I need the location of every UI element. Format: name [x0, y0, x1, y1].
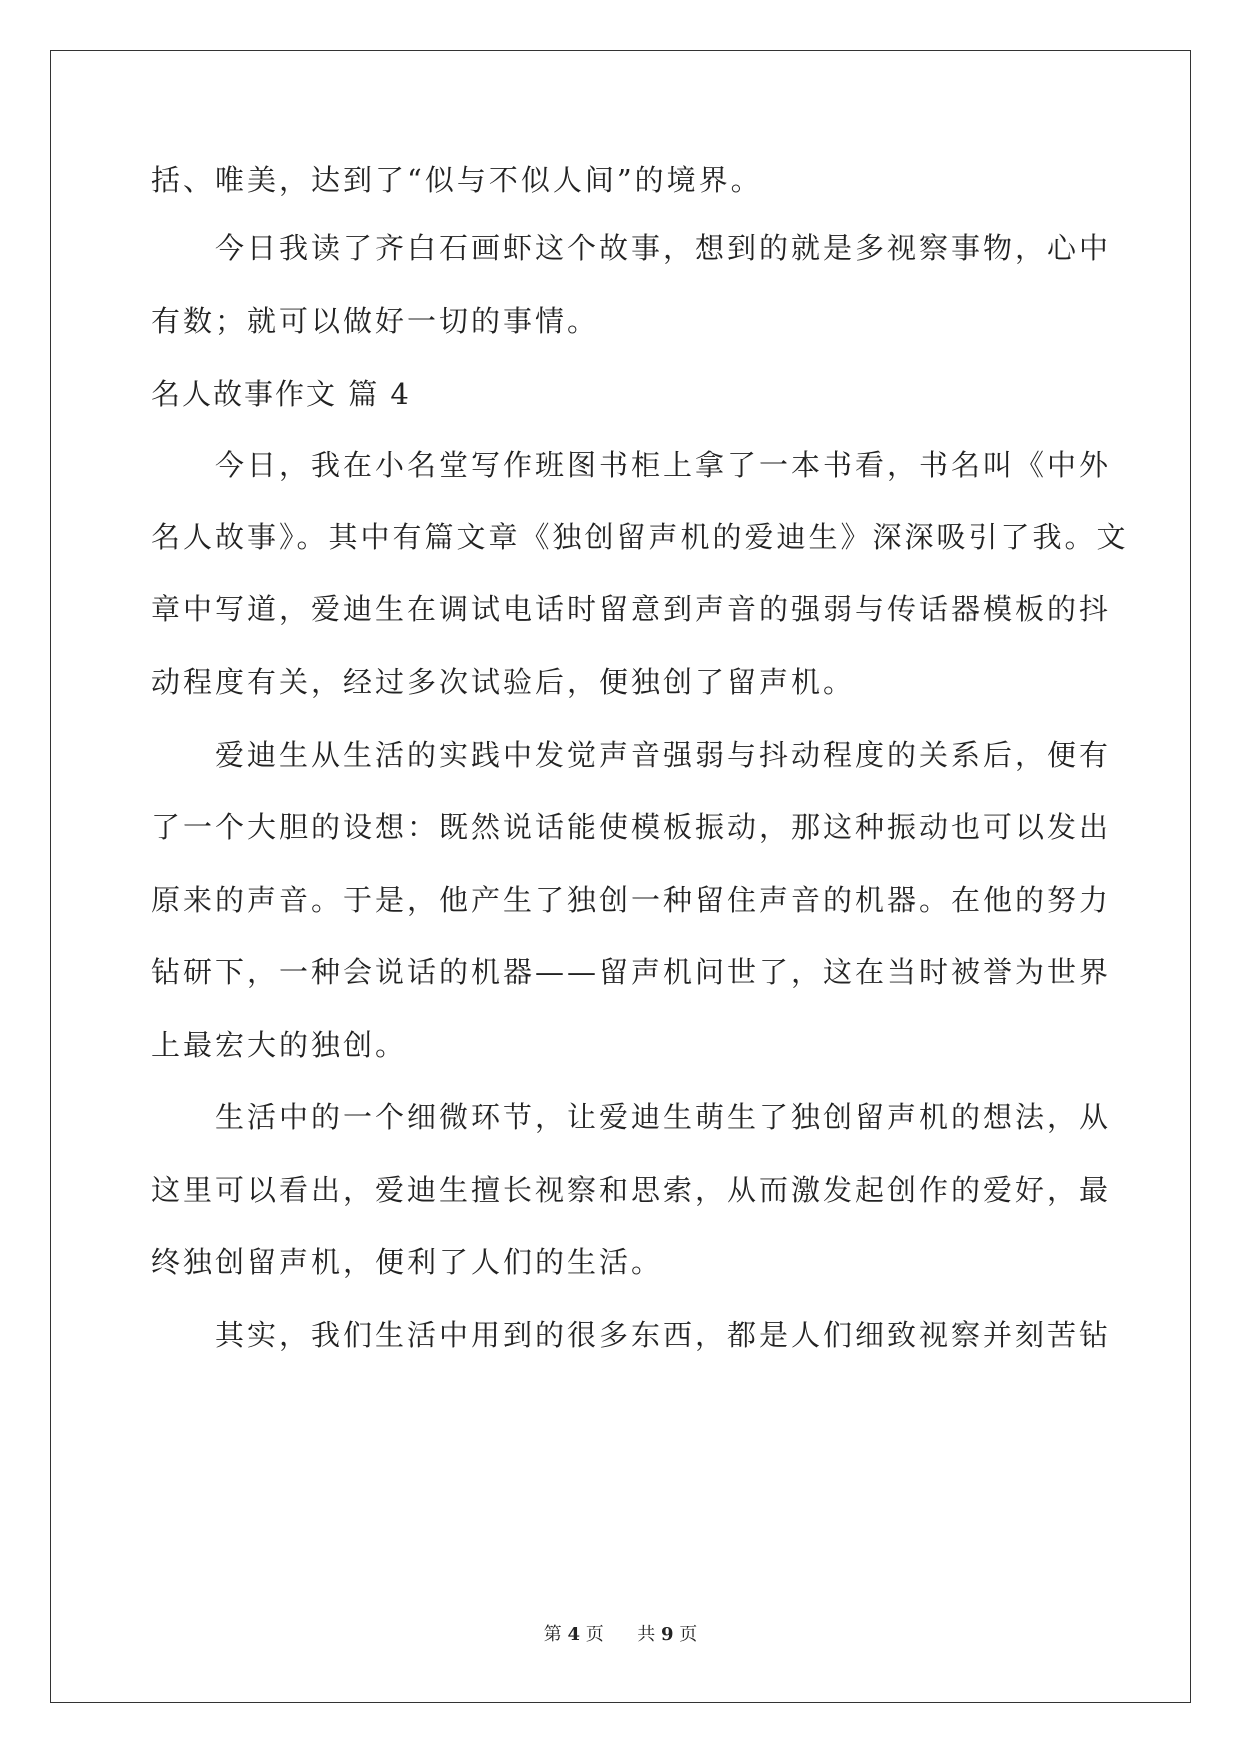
paragraph-line: 终独创留声机，便利了人们的生活。: [151, 1245, 664, 1279]
paragraph-line: 上最宏大的独创。: [151, 1028, 408, 1062]
section-heading: 名人故事作文 篇 4: [151, 377, 411, 411]
paragraph-line: 原来的声音。于是，他产生了独创一种留住声音的机器。在他的努力: [151, 883, 1112, 917]
paragraph-line: 今日，我在小名堂写作班图书柜上拿了一本书看，书名叫《中外: [215, 448, 1112, 482]
footer-page-current: 4: [567, 1624, 581, 1645]
paragraph-line: 这里可以看出，爱迪生擅长视察和思索，从而激发起创作的爱好，最: [151, 1173, 1112, 1207]
paragraph-line: 动程度有关，经过多次试验后，便独创了留声机。: [151, 665, 856, 699]
paragraph-line: 钻研下，一种会说话的机器——留声机问世了，这在当时被誉为世界: [151, 955, 1112, 989]
footer-page-prefix: 第: [543, 1624, 562, 1645]
footer-page-suffix: 页: [585, 1624, 604, 1645]
footer-total-suffix: 页: [679, 1624, 698, 1645]
paragraph-line: 生活中的一个细微环节，让爱迪生萌生了独创留声机的想法，从: [215, 1100, 1112, 1134]
page-border: [50, 50, 1191, 1703]
paragraph-line: 括、唯美，达到了“似与不似人间”的境界。: [151, 163, 763, 197]
page-footer: [0, 1620, 1241, 1646]
footer-total-prefix: 共: [637, 1624, 656, 1645]
paragraph-line: 爱迪生从生活的实践中发觉声音强弱与抖动程度的关系后，便有: [215, 738, 1112, 772]
paragraph-line: 其实，我们生活中用到的很多东西，都是人们细致视察并刻苦钻: [215, 1318, 1112, 1352]
footer-page-total: 9: [660, 1624, 674, 1645]
paragraph-line: 今日我读了齐白石画虾这个故事，想到的就是多视察事物，心中: [215, 231, 1112, 265]
paragraph-line: 章中写道，爱迪生在调试电话时留意到声音的强弱与传话器模板的抖: [151, 592, 1112, 626]
paragraph-line: 名人故事》。其中有篇文章《独创留声机的爱迪生》深深吸引了我。文: [151, 520, 1129, 554]
paragraph-line: 了一个大胆的设想：既然说话能使模板振动，那这种振动也可以发出: [151, 810, 1112, 844]
paragraph-line: 有数；就可以做好一切的事情。: [151, 304, 600, 338]
